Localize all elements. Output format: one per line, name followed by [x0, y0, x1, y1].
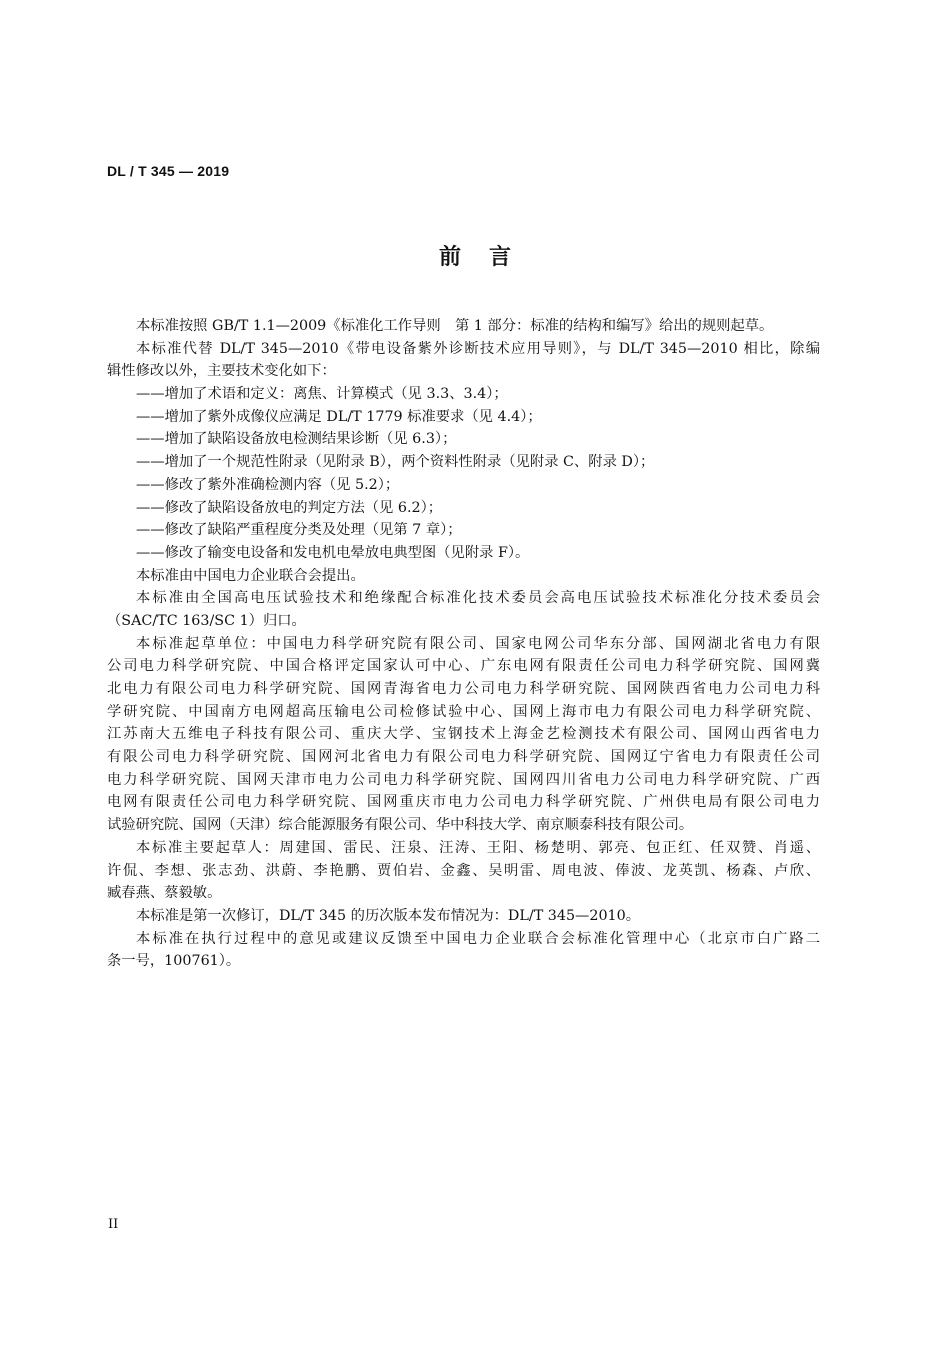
paragraph	[107, 383, 820, 406]
paragraph-line: 电网有限责任公司电力科学研究院、国网重庆市电力公司电力科学研究院、广州供电局有限公司电力	[107, 794, 820, 811]
paragraph-line: 本标准按照 GB/T 1.1—2009《标准化工作导则 第 1 部分：标准的结构和编写》给出的规则起草。	[136, 318, 774, 334]
paragraph-line: ——修改了缺陷设备放电的判定方法（见 6.2）；	[136, 499, 443, 516]
paragraph	[107, 565, 820, 588]
paragraph	[107, 837, 820, 905]
paragraph-line: 臧春燕、蔡毅敏。	[107, 885, 222, 902]
paragraph-line: ——修改了输变电设备和发电机电晕放电典型图（见附录 F）。	[136, 544, 530, 561]
page-number: II	[108, 1217, 119, 1232]
paragraph	[107, 542, 820, 565]
paragraph-line: 许侃、李想、张志劲、洪蔚、李艳鹏、贾伯岩、金鑫、吴明雷、周电波、俸波、龙英凯、杨森、卢欣、	[107, 862, 820, 879]
paragraph-line: ——修改了紫外准确检测内容（见 5.2）；	[136, 476, 400, 493]
paragraph-line: 学研究院、中国南方电网超高压输电公司检修试验中心、国网上海市电力有限公司电力科学研究院、	[107, 703, 820, 720]
paragraph	[107, 406, 820, 429]
paragraph-line: ——增加了缺陷设备放电检测结果诊断（见 6.3）；	[136, 431, 457, 448]
paragraph	[107, 428, 820, 451]
paragraph-line: 本标准起草单位：中国电力科学研究院有限公司、国家电网公司华东分部、国网湖北省电力有限	[136, 635, 820, 652]
paragraph-line: 本标准代替 DL/T 345—2010《带电设备紫外诊断技术应用导则》，与 DL/T 345—2010 相比，除编	[136, 340, 820, 357]
paragraph-line: 公司电力科学研究院、中国合格评定国家认可中心、广东电网有限责任公司电力科学研究院、国网冀	[107, 658, 820, 675]
paragraph	[107, 905, 820, 928]
paragraph-line: 本标准是第一次修订，DL/T 345 的历次版本发布情况为：DL/T 345—2010。	[136, 907, 641, 924]
paragraph-line: 辑性修改以外，主要技术变化如下：	[107, 363, 336, 380]
paragraph-line: 电力科学研究院、国网天津市电力公司电力科学研究院、国网四川省电力公司电力科学研究院、广西	[107, 771, 820, 788]
standard-code-header: DL / T 345 — 2019	[107, 163, 230, 179]
paragraph-line: ——增加了一个规范性附录（见附录 B），两个资料性附录（见附录 C、附录 D）；	[136, 454, 655, 471]
paragraph-line: （SAC/TC 163/SC 1）归口。	[107, 612, 306, 629]
paragraph	[107, 474, 820, 497]
paragraph	[107, 497, 820, 520]
paragraph-line: 本标准在执行过程中的意见或建议反馈至中国电力企业联合会标准化管理中心（北京市白广路二	[136, 930, 820, 947]
paragraph-line: 北电力有限公司电力科学研究院、国网青海省电力公司电力科学研究院、国网陕西省电力公司电力科	[107, 681, 820, 697]
paragraph-line: 本标准由全国高电压试验技术和绝缘配合标准化技术委员会高电压试验技术标准化分技术委员会	[136, 590, 820, 607]
paragraph	[107, 587, 820, 632]
paragraph-line: 本标准由中国电力企业联合会提出。	[136, 567, 365, 584]
paragraph	[107, 633, 820, 837]
paragraph-line: 试验研究院、国网（天津）综合能源服务有限公司、华中科技大学、南京顺泰科技有限公司。	[107, 817, 694, 834]
paragraph	[107, 451, 820, 474]
paragraph	[107, 315, 820, 338]
foreword-body	[107, 315, 820, 973]
paragraph-line: 江苏南大五维电子科技有限公司、重庆大学、宝钢技术上海金艺检测技术有限公司、国网山西省电力	[107, 726, 820, 743]
paragraph-line: ——增加了术语和定义：离焦、计算模式（见 3.3、3.4）；	[136, 386, 508, 403]
paragraph-line: ——增加了紫外成像仪应满足 DL/T 1779 标准要求（见 4.4）；	[136, 408, 542, 425]
paragraph	[107, 338, 820, 383]
paragraph-line: 有限公司电力科学研究院、国网河北省电力有限公司电力科学研究院、国网辽宁省电力有限责任公司	[107, 749, 820, 766]
paragraph-line: 本标准主要起草人：周建国、雷民、汪泉、汪涛、王阳、杨楚明、郭亮、包正红、任双赞、肖遥、	[136, 839, 820, 856]
paragraph-line: 条一号，100761）。	[107, 953, 241, 970]
paragraph	[107, 519, 820, 542]
paragraph-line: ——修改了缺陷严重程度分类及处理（见第 7 章）；	[136, 522, 462, 539]
section-title: 前言	[438, 244, 539, 270]
paragraph	[107, 928, 820, 973]
